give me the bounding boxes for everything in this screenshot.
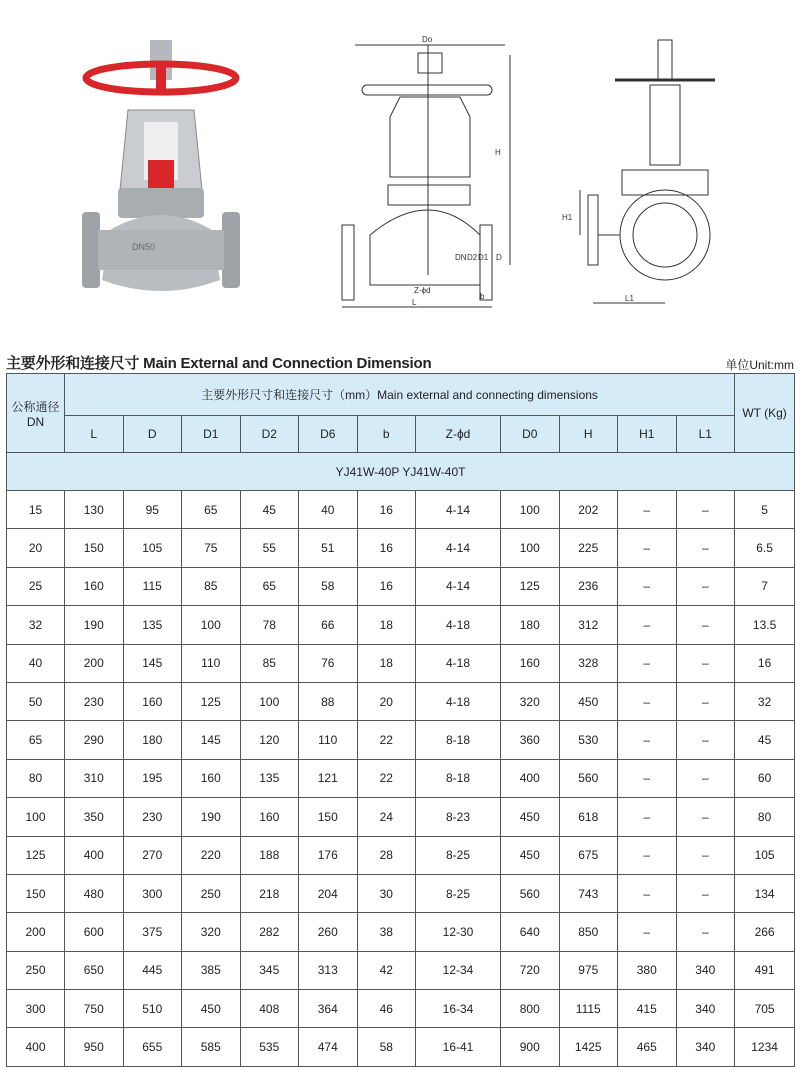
label-d1: D1 [478, 253, 489, 262]
table-cell: 364 [299, 990, 358, 1028]
table-cell: 30 [357, 874, 416, 912]
table-cell: 200 [7, 913, 65, 951]
table-cell: 100 [7, 798, 65, 836]
table-cell: 50 [7, 682, 65, 720]
table-cell: 270 [123, 836, 182, 874]
table-cell: 743 [559, 874, 618, 912]
table-row [7, 606, 795, 644]
table-cell: 300 [123, 874, 182, 912]
table-cell: 100 [182, 606, 241, 644]
table-cell: 22 [357, 721, 416, 759]
table-cell: 375 [123, 913, 182, 951]
table-cell: 125 [7, 836, 65, 874]
table-cell: 8-25 [416, 874, 501, 912]
label-l1: L1 [625, 294, 634, 303]
label-b: b [480, 292, 485, 301]
table-cell: 100 [240, 682, 299, 720]
table-cell: – [618, 606, 677, 644]
table-cell: 328 [559, 644, 618, 682]
table-cell: 135 [123, 606, 182, 644]
table-cell: 290 [65, 721, 124, 759]
table-cell: 350 [65, 798, 124, 836]
table-cell: 45 [240, 491, 299, 529]
table-cell: 408 [240, 990, 299, 1028]
table-cell: 5 [735, 491, 795, 529]
table-cell: 8-18 [416, 721, 501, 759]
table-cell: 4-18 [416, 644, 501, 682]
table-cell: – [618, 529, 677, 567]
table-cell: – [618, 644, 677, 682]
table-cell: 8-18 [416, 759, 501, 797]
table-cell: 55 [240, 529, 299, 567]
label-zphid: Z-ϕd [414, 286, 431, 295]
column-header: H [559, 416, 618, 453]
table-row [7, 644, 795, 682]
table-cell: 535 [240, 1028, 299, 1066]
table-cell: – [618, 798, 677, 836]
table-cell: 130 [65, 491, 124, 529]
table-cell: 340 [676, 1028, 735, 1066]
group-header: 主要外形尺寸和连接尺寸（mm）Main external and connecting dimensions [65, 374, 735, 416]
table-cell: 750 [65, 990, 124, 1028]
table-cell: 105 [123, 529, 182, 567]
table-cell: – [618, 759, 677, 797]
table-cell: 32 [735, 682, 795, 720]
table-row [7, 682, 795, 720]
table-cell: 16-41 [416, 1028, 501, 1066]
table-cell: 150 [7, 874, 65, 912]
table-row [7, 798, 795, 836]
dimension-table [6, 373, 795, 1067]
table-cell: 88 [299, 682, 358, 720]
table-cell: 85 [240, 644, 299, 682]
column-header: D [123, 416, 182, 453]
table-cell: 188 [240, 836, 299, 874]
table-cell: 491 [735, 951, 795, 989]
table-cell: 60 [735, 759, 795, 797]
table-cell: 618 [559, 798, 618, 836]
table-cell: 560 [501, 874, 560, 912]
column-header: L [65, 416, 124, 453]
table-cell: 12-34 [416, 951, 501, 989]
table-cell: 385 [182, 951, 241, 989]
column-header: H1 [618, 416, 677, 453]
table-cell: 115 [123, 567, 182, 605]
table-cell: 400 [7, 1028, 65, 1066]
table-cell: 200 [65, 644, 124, 682]
table-cell: – [676, 606, 735, 644]
dn-header: 公称通径 DN [7, 374, 65, 453]
table-cell: – [676, 567, 735, 605]
table-cell: – [618, 567, 677, 605]
table-cell: 675 [559, 836, 618, 874]
table-cell: 66 [299, 606, 358, 644]
table-cell: 4-18 [416, 606, 501, 644]
table-cell: 160 [501, 644, 560, 682]
table-row [7, 836, 795, 874]
table-cell: 18 [357, 606, 416, 644]
table-cell: 450 [501, 798, 560, 836]
table-cell: 204 [299, 874, 358, 912]
table-cell: 415 [618, 990, 677, 1028]
table-cell: 320 [501, 682, 560, 720]
table-cell: 950 [65, 1028, 124, 1066]
table-row [7, 721, 795, 759]
table-cell: 46 [357, 990, 416, 1028]
table-cell: 1425 [559, 1028, 618, 1066]
table-cell: 150 [299, 798, 358, 836]
table-cell: 20 [357, 682, 416, 720]
table-cell: – [618, 491, 677, 529]
table-cell: 320 [182, 913, 241, 951]
table-row [7, 1028, 795, 1066]
table-cell: – [618, 874, 677, 912]
table-cell: 176 [299, 836, 358, 874]
table-row [7, 529, 795, 567]
table-cell: 4-14 [416, 567, 501, 605]
table-cell: 85 [182, 567, 241, 605]
table-cell: 380 [618, 951, 677, 989]
table-cell: 12-30 [416, 913, 501, 951]
table-cell: 160 [182, 759, 241, 797]
table-cell: 4-14 [416, 529, 501, 567]
table-cell: 80 [735, 798, 795, 836]
label-h1: H1 [562, 213, 573, 222]
table-cell: 7 [735, 567, 795, 605]
table-row [7, 990, 795, 1028]
table-cell: 160 [240, 798, 299, 836]
table-row [7, 491, 795, 529]
table-cell: 15 [7, 491, 65, 529]
table-cell: – [676, 644, 735, 682]
unit-label: 单位Unit:mm [725, 358, 794, 372]
table-cell: 510 [123, 990, 182, 1028]
table-cell: 78 [240, 606, 299, 644]
table-cell: 25 [7, 567, 65, 605]
table-cell: 340 [676, 951, 735, 989]
table-cell: – [676, 682, 735, 720]
valve-photo [70, 40, 260, 315]
table-cell: 42 [357, 951, 416, 989]
label-h: H [495, 148, 501, 157]
table-cell: 445 [123, 951, 182, 989]
table-cell: 16-34 [416, 990, 501, 1028]
table-cell: – [618, 721, 677, 759]
table-cell: 135 [240, 759, 299, 797]
table-cell: 8-25 [416, 836, 501, 874]
label-d2: D2 [467, 253, 478, 262]
table-cell: 585 [182, 1028, 241, 1066]
table-cell: 13.5 [735, 606, 795, 644]
section-title: 主要外形和连接尺寸 Main External and Connection Dimension [6, 355, 432, 372]
table-cell: 22 [357, 759, 416, 797]
table-cell: 100 [501, 491, 560, 529]
table-cell: 250 [7, 951, 65, 989]
table-cell: 850 [559, 913, 618, 951]
table-row [7, 913, 795, 951]
table-cell: 195 [123, 759, 182, 797]
table-cell: – [676, 491, 735, 529]
table-row [7, 567, 795, 605]
table-cell: 51 [299, 529, 358, 567]
table-cell: 345 [240, 951, 299, 989]
table-cell: 230 [65, 682, 124, 720]
table-cell: 450 [559, 682, 618, 720]
table-cell: 28 [357, 836, 416, 874]
table-cell: – [676, 836, 735, 874]
table-cell: 236 [559, 567, 618, 605]
table-cell: 180 [123, 721, 182, 759]
table-cell: 8-23 [416, 798, 501, 836]
table-cell: – [676, 721, 735, 759]
table-cell: 76 [299, 644, 358, 682]
label-d: D [496, 253, 502, 262]
table-cell: 125 [501, 567, 560, 605]
valve-side-drawing [560, 35, 750, 315]
table-cell: 145 [123, 644, 182, 682]
table-cell: 190 [65, 606, 124, 644]
table-cell: 110 [299, 721, 358, 759]
table-cell: 282 [240, 913, 299, 951]
table-cell: 400 [65, 836, 124, 874]
table-cell: 6.5 [735, 529, 795, 567]
table-cell: 300 [7, 990, 65, 1028]
table-cell: – [676, 874, 735, 912]
table-cell: 313 [299, 951, 358, 989]
table-cell: 65 [240, 567, 299, 605]
table-cell: 450 [501, 836, 560, 874]
table-cell: 190 [182, 798, 241, 836]
table-cell: 202 [559, 491, 618, 529]
table-cell: 900 [501, 1028, 560, 1066]
table-cell: 18 [357, 644, 416, 682]
table-cell: 250 [182, 874, 241, 912]
column-header: D0 [501, 416, 560, 453]
table-cell: 450 [182, 990, 241, 1028]
table-cell: 16 [735, 644, 795, 682]
table-cell: 16 [357, 567, 416, 605]
table-cell: 340 [676, 990, 735, 1028]
table-cell: 145 [182, 721, 241, 759]
body-marking: DN50 [132, 242, 156, 252]
table-cell: 474 [299, 1028, 358, 1066]
table-cell: 225 [559, 529, 618, 567]
table-cell: 160 [123, 682, 182, 720]
table-cell: 58 [299, 567, 358, 605]
label-l: L [412, 298, 417, 307]
table-cell: 560 [559, 759, 618, 797]
table-cell: 465 [618, 1028, 677, 1066]
table-cell: 134 [735, 874, 795, 912]
table-cell: 480 [65, 874, 124, 912]
table-cell: 650 [65, 951, 124, 989]
table-cell: – [618, 682, 677, 720]
column-header: b [357, 416, 416, 453]
column-header: D6 [299, 416, 358, 453]
table-row [7, 951, 795, 989]
table-cell: 65 [7, 721, 65, 759]
table-cell: 100 [501, 529, 560, 567]
table-cell: 310 [65, 759, 124, 797]
table-cell: 95 [123, 491, 182, 529]
table-cell: 80 [7, 759, 65, 797]
column-header: Z-ϕd [416, 416, 501, 453]
table-cell: 75 [182, 529, 241, 567]
table-cell: 705 [735, 990, 795, 1028]
table-cell: – [618, 836, 677, 874]
label-dn: DN [455, 253, 467, 262]
table-cell: 600 [65, 913, 124, 951]
table-cell: 360 [501, 721, 560, 759]
table-cell: 266 [735, 913, 795, 951]
table-cell: 105 [735, 836, 795, 874]
table-cell: 40 [7, 644, 65, 682]
column-header: D1 [182, 416, 241, 453]
table-cell: 720 [501, 951, 560, 989]
table-cell: 230 [123, 798, 182, 836]
table-cell: 16 [357, 529, 416, 567]
table-cell: 16 [357, 491, 416, 529]
table-row [7, 874, 795, 912]
column-header: D2 [240, 416, 299, 453]
column-header: L1 [676, 416, 735, 453]
table-cell: 20 [7, 529, 65, 567]
table-cell: 65 [182, 491, 241, 529]
table-cell: 180 [501, 606, 560, 644]
table-cell: 120 [240, 721, 299, 759]
table-cell: – [618, 913, 677, 951]
table-cell: 4-18 [416, 682, 501, 720]
table-cell: 400 [501, 759, 560, 797]
table-cell: 975 [559, 951, 618, 989]
table-cell: 1234 [735, 1028, 795, 1066]
table-cell: 121 [299, 759, 358, 797]
table-cell: 1115 [559, 990, 618, 1028]
table-cell: 150 [65, 529, 124, 567]
table-cell: 160 [65, 567, 124, 605]
table-cell: 220 [182, 836, 241, 874]
table-cell: 4-14 [416, 491, 501, 529]
table-cell: 655 [123, 1028, 182, 1066]
table-cell: – [676, 798, 735, 836]
table-cell: 260 [299, 913, 358, 951]
table-row [7, 759, 795, 797]
table-cell: – [676, 759, 735, 797]
table-cell: 530 [559, 721, 618, 759]
table-cell: 218 [240, 874, 299, 912]
model-row: YJ41W-40P YJ41W-40T [7, 453, 795, 491]
table-cell: 800 [501, 990, 560, 1028]
table-cell: 640 [501, 913, 560, 951]
table-cell: – [676, 913, 735, 951]
table-cell: – [676, 529, 735, 567]
table-cell: 125 [182, 682, 241, 720]
label-do: Do [422, 35, 433, 44]
table-cell: 312 [559, 606, 618, 644]
table-cell: 110 [182, 644, 241, 682]
table-cell: 58 [357, 1028, 416, 1066]
wt-header: WT (Kg) [735, 374, 795, 453]
table-cell: 38 [357, 913, 416, 951]
table-cell: 40 [299, 491, 358, 529]
table-cell: 45 [735, 721, 795, 759]
table-cell: 24 [357, 798, 416, 836]
valve-section-drawing [330, 35, 520, 315]
table-cell: 32 [7, 606, 65, 644]
